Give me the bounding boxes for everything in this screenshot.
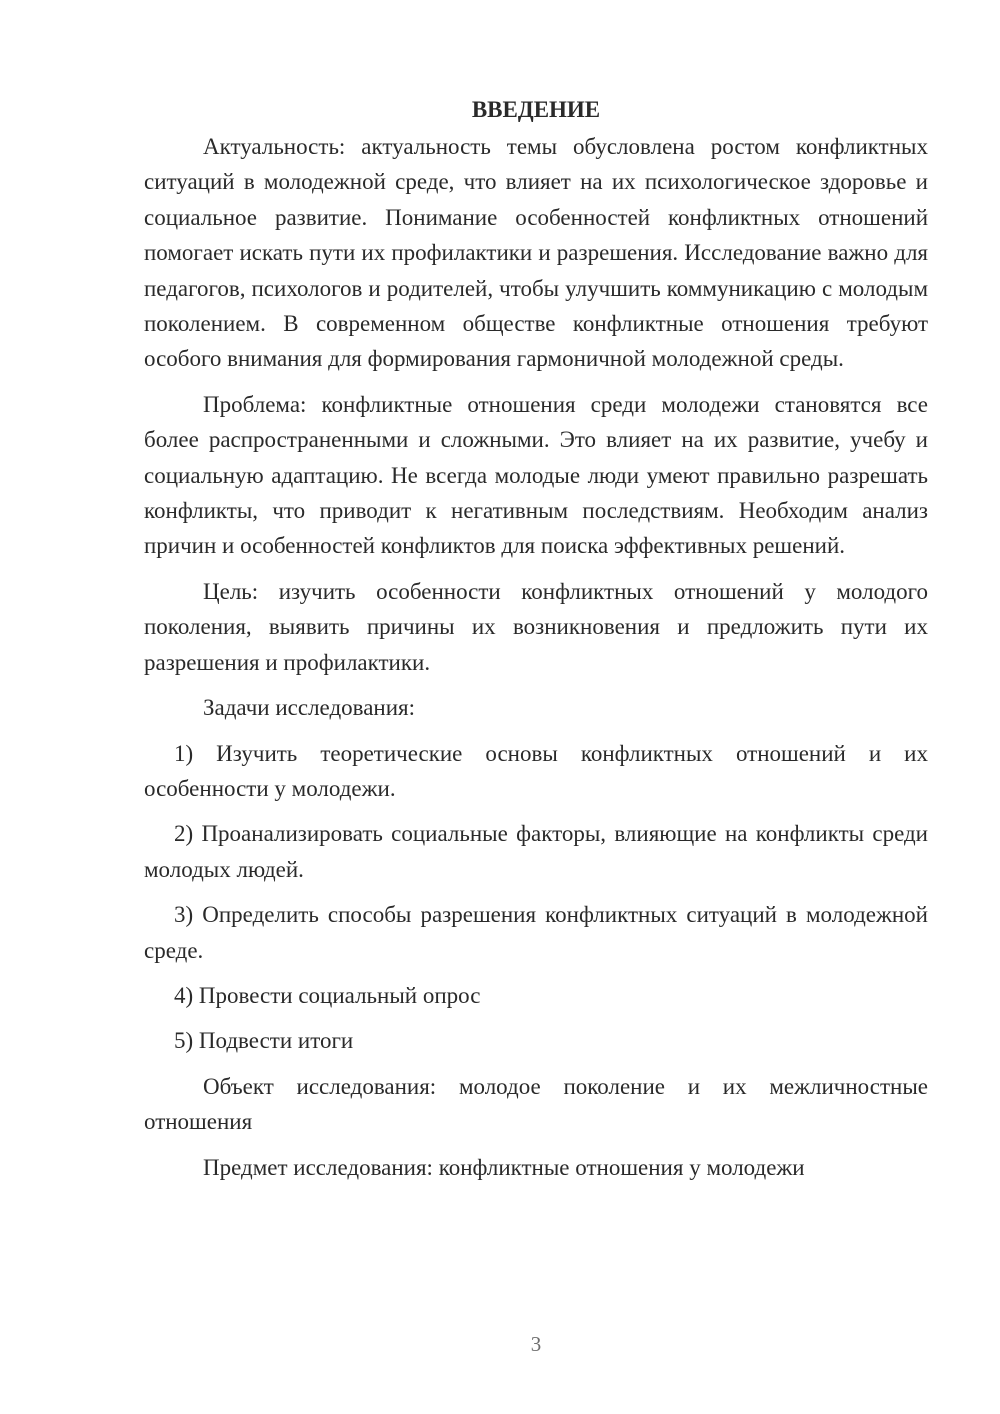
object-paragraph: Объект исследования: молодое поколение и их межличностные отношения (144, 1073, 928, 1135)
task-list (144, 736, 928, 1059)
page-title: ВВЕДЕНИЕ (471, 97, 601, 122)
task-item-1: 1) Изучить теоретические основы конфликтных отношений и их особенности у молодежи. (144, 740, 928, 801)
task-item-4: 4) Провести социальный опрос (174, 982, 481, 1008)
problem-paragraph: Проблема: конфликтные отношения среди молодежи становятся все более распространенными и сложными. Это влияет на их развитие, учебу и социальную адаптацию. Не всегда молодые люди умеют правильно разрешать конфликты, что приводит к негативным последствиям. Необходим анализ причин и особенностей конфликтов для поиска эффективных решений. (144, 391, 928, 559)
task-item-5: 5) Подвести итоги (174, 1028, 354, 1054)
page-number: 3 (530, 1332, 542, 1356)
subject-paragraph: Предмет исследования: конфликтные отношения у молодежи (203, 1154, 805, 1180)
task-item-2: 2) Проанализировать социальные факторы, влияющие на конфликты среди молодых людей. (144, 821, 928, 882)
tasks-heading: Задачи исследования: (203, 695, 416, 721)
relevance-paragraph: Актуальность: актуальность темы обусловлена ростом конфликтных ситуаций в молодежной среде, что влияет на их психологическое здоровье и социальное развитие. Понимание особенностей конфликтных отношений помогает искать пути их профилактики и разрешения. Исследование важно для педагогов, психологов и родителей, чтобы улучшить коммуникацию с молодым поколением. В современном обществе конфликтные отношения требуют особого внимания для формирования гармоничной молодежной среды. (144, 134, 928, 372)
goal-paragraph: Цель: изучить особенности конфликтных отношений у молодого поколения, выявить причины их возникновения и предложить пути их разрешения и профилактики. (144, 578, 928, 675)
task-item-3: 3) Определить способы разрешения конфликтных ситуаций в молодежной среде. (144, 902, 928, 963)
page-content (144, 92, 928, 1195)
